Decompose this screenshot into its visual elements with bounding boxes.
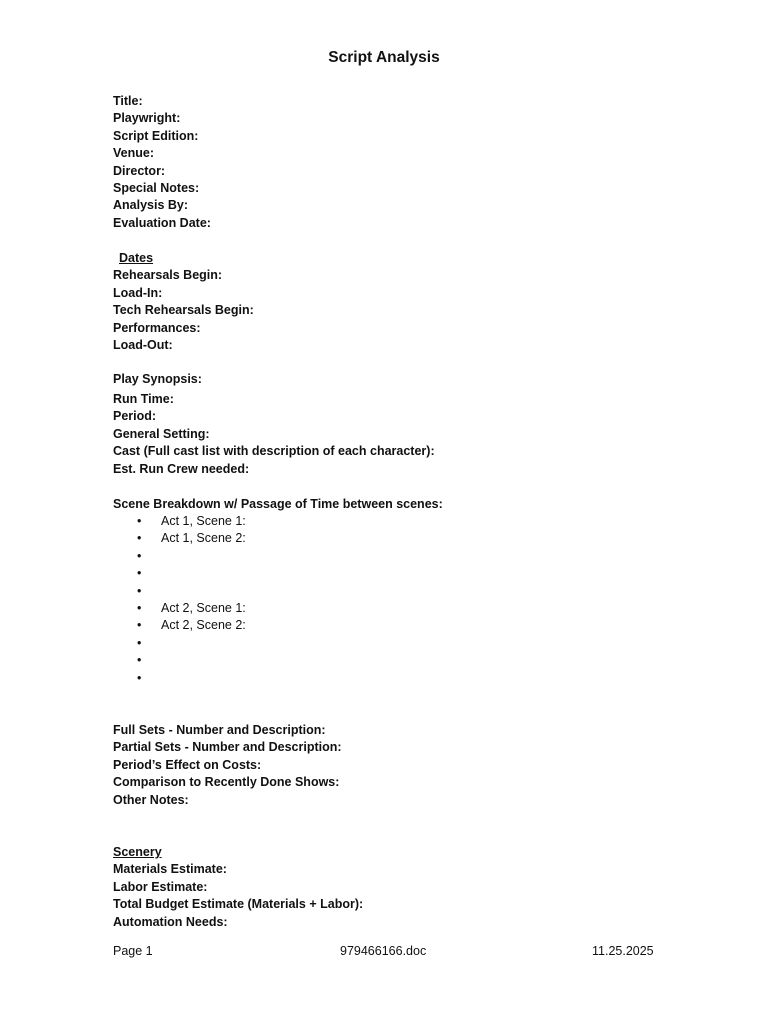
automation-needs-field-label: Automation Needs: xyxy=(113,914,228,929)
general-setting-field-label: General Setting: xyxy=(113,426,210,441)
document-page: Script Analysis Title: Playwright: Script Edition: Venue: Director: Special Notes: Analysis By: Evaluation Date: Dates Rehearsals Begin: Load-In: Tech Rehearsals Begin: Performances: Load-Out: Play Synopsis: Run Time: Period: General Setting: Cast (Full cast list with description of each character): Est. Run Crew needed: Scene Breakdown w/ Passage of Time between scenes: • Act 1, Scene 1: • Act 1, Scene 2: • • • • Act 2, Scene 1: • Act 2, Scene 2: • • • Full Sets - Number and Description: Partial Sets - Number and Description: Period’s Effect on Costs: Comparison to Recently Done Shows: Other Notes: Scenery Materials Estimate: Labor Estimate: Total Budget Estimate (Materials + Labor): Automation Needs: Page 1 979466166.doc 11.25.2025 xyxy=(0,0,768,1024)
comparison-field-label: Comparison to Recently Done Shows: xyxy=(113,775,340,790)
partial-sets-field-label: Partial Sets - Number and Description: xyxy=(113,740,342,755)
load-out-field-label: Load-Out: xyxy=(113,337,173,352)
materials-estimate-field-label: Materials Estimate: xyxy=(113,862,227,877)
scenery-heading: Scenery xyxy=(113,845,162,859)
scene-breakdown-heading: Scene Breakdown w/ Passage of Time between scenes: xyxy=(113,497,443,511)
dates-section xyxy=(113,250,254,354)
script-edition-field-label: Script Edition: xyxy=(113,128,199,143)
special-notes-field-label: Special Notes: xyxy=(113,180,200,195)
full-sets-field-label: Full Sets - Number and Description: xyxy=(113,723,326,737)
bullet-icon: • xyxy=(137,566,142,581)
cast-field-label: Cast (Full cast list with description of each character): xyxy=(113,444,435,459)
bullet-icon: • xyxy=(137,653,142,668)
scenery-section xyxy=(113,844,363,931)
run-time-field-label: Run Time: xyxy=(113,392,174,406)
footer-date: 11.25.2025 xyxy=(592,944,654,958)
footer-page-number: Page 1 xyxy=(113,944,153,958)
tech-rehearsals-field-label: Tech Rehearsals Begin: xyxy=(113,303,254,318)
bullet-icon: • xyxy=(137,600,142,615)
info-section xyxy=(113,93,211,232)
bullet-icon: • xyxy=(137,514,142,528)
play-details-section xyxy=(113,391,435,478)
bullet-icon: • xyxy=(137,618,142,633)
scene-breakdown-section xyxy=(113,496,443,513)
footer-filename: 979466166.doc xyxy=(340,944,427,958)
run-crew-field-label: Est. Run Crew needed: xyxy=(113,461,250,476)
bullet-icon: • xyxy=(137,635,142,650)
load-in-field-label: Load-In: xyxy=(113,285,163,300)
other-notes-field-label: Other Notes: xyxy=(113,792,189,807)
labor-estimate-field-label: Labor Estimate: xyxy=(113,879,208,894)
playwright-field-label: Playwright: xyxy=(113,111,181,126)
play-section xyxy=(113,371,202,388)
analysis-by-field-label: Analysis By: xyxy=(113,198,189,213)
bullet-icon: • xyxy=(137,531,142,546)
title-field-label: Title: xyxy=(113,94,143,108)
bullet-icon: • xyxy=(137,583,142,598)
dates-heading: Dates xyxy=(119,251,154,265)
bullet-icon: • xyxy=(137,670,142,685)
page-title: Script Analysis xyxy=(328,49,440,66)
director-field-label: Director: xyxy=(113,163,166,178)
evaluation-date-field-label: Evaluation Date: xyxy=(113,215,211,230)
bullet-icon: • xyxy=(137,548,142,563)
performances-field-label: Performances: xyxy=(113,320,201,335)
play-synopsis-label: Play Synopsis: xyxy=(113,372,202,386)
venue-field-label: Venue: xyxy=(113,146,154,161)
total-budget-field-label: Total Budget Estimate (Materials + Labor): xyxy=(113,897,364,912)
rehearsals-begin-field-label: Rehearsals Begin: xyxy=(113,268,223,283)
sets-section xyxy=(113,722,342,809)
period-field-label: Period: xyxy=(113,409,157,424)
period-effect-field-label: Period’s Effect on Costs: xyxy=(113,757,262,772)
